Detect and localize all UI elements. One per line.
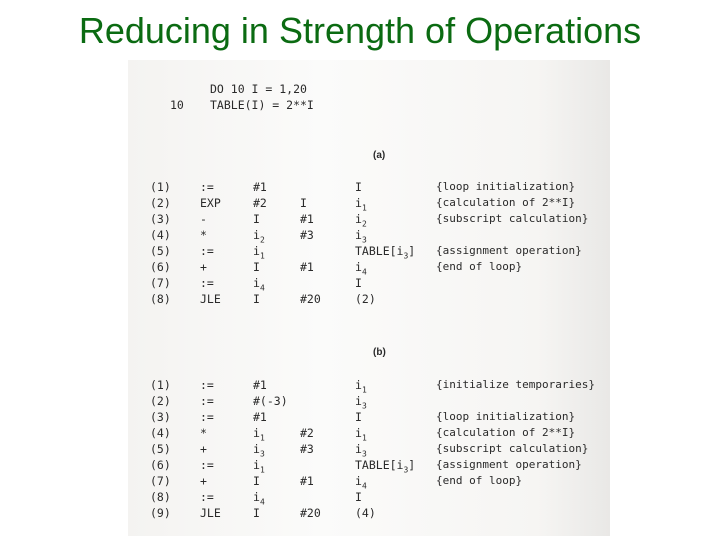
row-number: (5) [150,442,171,456]
operator: JLE [200,292,221,306]
comment: {assignment operation} [436,458,582,471]
comment: {calculation of 2**I} [436,196,576,209]
row-number: (6) [150,260,171,274]
row-number: (2) [150,196,171,210]
code-line-assign: TABLE(I) = 2**I [210,98,314,112]
result: I [355,410,362,424]
row-number: (3) [150,212,171,226]
operand-1: #2 [253,196,267,210]
comment: {end of loop} [436,474,523,487]
part-b-label: (b) [373,347,386,358]
operator: + [200,260,207,274]
part-a-label: (a) [373,150,386,161]
operand-1: I [253,474,260,488]
code-line-do: DO 10 I = 1,20 [210,82,307,96]
operand-1: I [253,292,260,306]
comment: {assignment operation} [436,244,582,257]
operator: := [200,378,214,392]
result: (2) [355,292,376,306]
operand-1: $i_1$ [253,244,265,261]
row-number: (8) [150,490,171,504]
result: $i_3$ [355,442,367,459]
operand-1: $i_2$ [253,228,265,245]
table-row [128,228,610,244]
slide-title: Reducing in Strength of Operations [78,10,642,51]
comment: {loop initialization} [436,410,576,423]
table-row [128,212,610,228]
table-row [128,458,610,474]
row-number: (2) [150,394,171,408]
table-row [128,180,610,196]
table-row [128,276,610,292]
operand-1: I [253,260,260,274]
operator: * [200,228,207,242]
operator: + [200,442,207,456]
table-row [128,378,610,394]
operator: JLE [200,506,221,520]
operand-1: #1 [253,378,267,392]
comment: {subscript calculation} [436,212,589,225]
scanned-figure [128,60,610,536]
result: $TABLE[i_3]$ [355,244,416,261]
table-row [128,490,610,506]
table-row [128,426,610,442]
result: $i_3$ [355,394,367,411]
operand-2: #1 [300,260,314,274]
comment: {initialize temporaries} [436,378,595,391]
table-row [128,394,610,410]
operator: := [200,410,214,424]
operator: - [200,212,207,226]
code-line-label: 10 [170,98,184,112]
operand-1: $i_3$ [253,442,265,459]
operator: + [200,474,207,488]
result: $i_4$ [355,474,367,491]
row-number: (7) [150,276,171,290]
operand-2: #2 [300,426,314,440]
result: $i_3$ [355,228,367,245]
comment: {loop initialization} [436,180,576,193]
result: $TABLE[i_3]$ [355,458,416,475]
result: $i_1$ [355,426,367,443]
operator: := [200,394,214,408]
table-row [128,474,610,490]
table-row [128,244,610,260]
operand-2: #3 [300,442,314,456]
result: I [355,490,362,504]
row-number: (5) [150,244,171,258]
row-number: (3) [150,410,171,424]
operator: := [200,180,214,194]
operand-1: #1 [253,180,267,194]
operand-1: $i_1$ [253,458,265,475]
table-row [128,506,610,522]
row-number: (6) [150,458,171,472]
row-number: (1) [150,180,171,194]
operator: := [200,458,214,472]
comment: {end of loop} [436,260,523,273]
operator: := [200,244,214,258]
comment: {subscript calculation} [436,442,589,455]
operand-1: $i_4$ [253,276,265,293]
table-row [128,260,610,276]
result: $i_4$ [355,260,367,277]
operand-2: #20 [300,292,321,306]
operator: EXP [200,196,221,210]
operand-2: #1 [300,212,314,226]
row-number: (8) [150,292,171,306]
operand-1: I [253,212,260,226]
operand-1: $i_4$ [253,490,265,507]
operator: := [200,490,214,504]
table-row [128,442,610,458]
table-row [128,292,610,308]
result: $i_1$ [355,196,367,213]
operand-1: $i_1$ [253,426,265,443]
table-row [128,196,610,212]
row-number: (9) [150,506,171,520]
operand-1: #(-3) [253,394,288,408]
row-number: (1) [150,378,171,392]
row-number: (4) [150,426,171,440]
operand-2: #20 [300,506,321,520]
operand-2: #3 [300,228,314,242]
operator: * [200,426,207,440]
result: $i_1$ [355,378,367,395]
operand-2: #1 [300,474,314,488]
result: (4) [355,506,376,520]
result: I [355,180,362,194]
row-number: (7) [150,474,171,488]
comment: {calculation of 2**I} [436,426,576,439]
operator: := [200,276,214,290]
row-number: (4) [150,228,171,242]
result: $i_2$ [355,212,367,229]
operand-1: #1 [253,410,267,424]
result: I [355,276,362,290]
table-row [128,410,610,426]
operand-2: I [300,196,307,210]
operand-1: I [253,506,260,520]
